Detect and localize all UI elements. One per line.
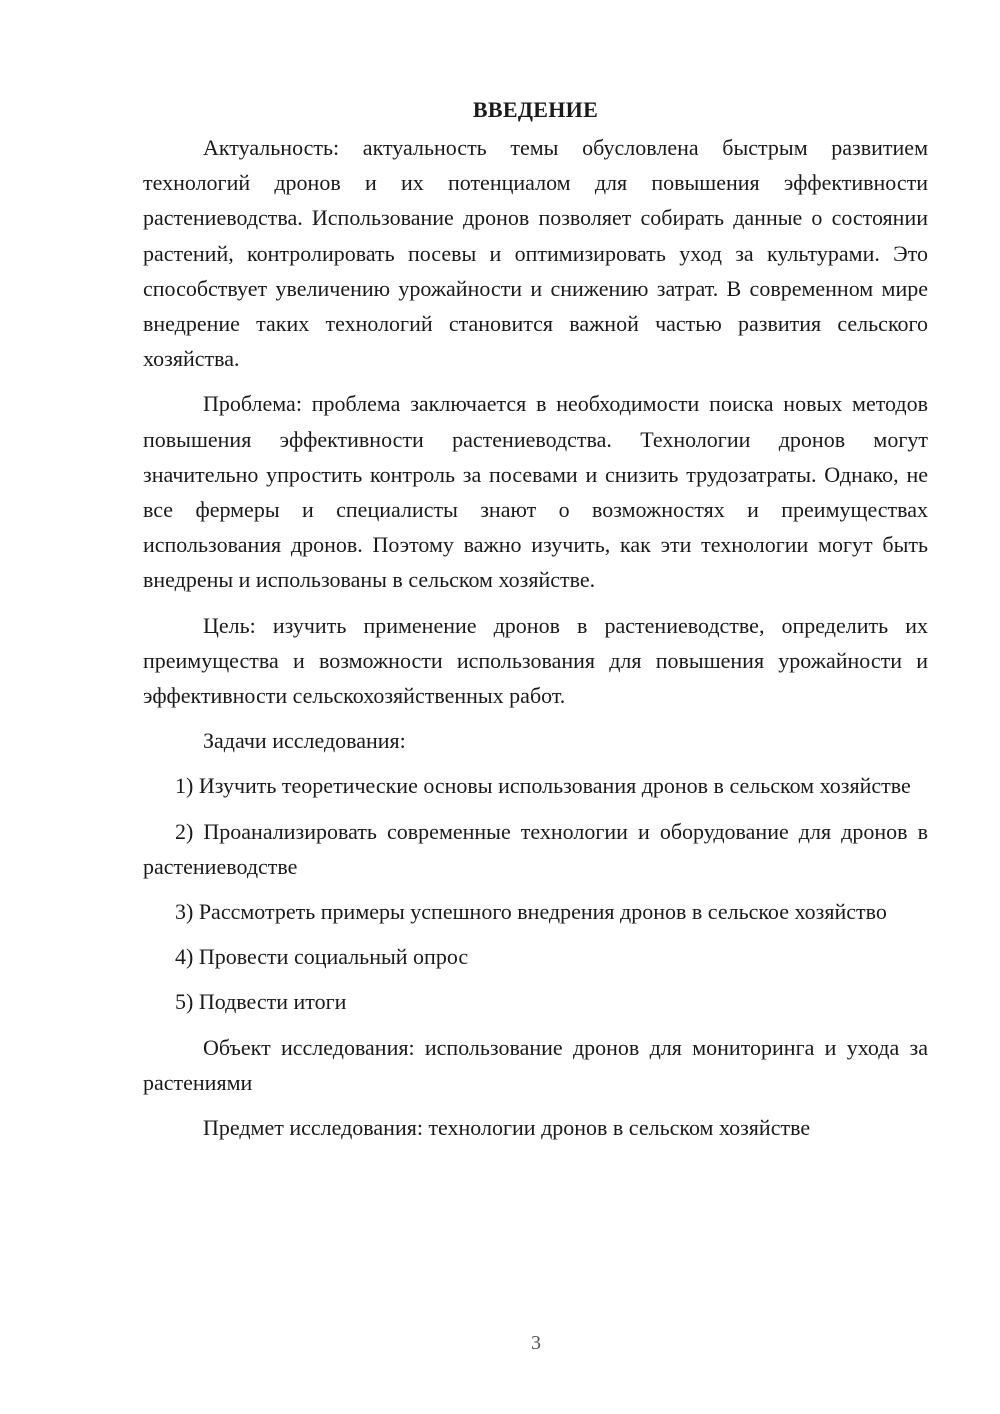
- task-item-4: 4) Провести социальный опрос: [175, 944, 469, 970]
- document-page: [143, 92, 928, 1155]
- page-number: 3: [531, 1332, 541, 1354]
- task-item-5: 5) Подвести итоги: [175, 989, 347, 1015]
- paragraph-relevance: Актуальность: актуальность темы обусловлена быстрым развитием технологий дронов и их потенциалом для повышения эффективности растениеводства. Использование дронов позволяет собирать данные о состоянии растений, контролировать посевы и оптимизировать уход за культурами. Это способствует увеличению урожайности и снижению затрат. В современном мире внедрение таких технологий становится важной частью развития сельского хозяйства.: [143, 135, 928, 372]
- task-item-3: 3) Рассмотреть примеры успешного внедрения дронов в сельское хозяйство: [175, 899, 887, 925]
- paragraph-object: Объект исследования: использование дронов для мониторинга и ухода за растениями: [143, 1034, 928, 1095]
- paragraph-goal: Цель: изучить применение дронов в растениеводстве, определить их преимущества и возможности использования для повышения урожайности и эффективности сельскохозяйственных работ.: [143, 612, 928, 709]
- tasks-heading: Задачи исследования:: [203, 728, 406, 754]
- task-item-1: 1) Изучить теоретические основы использования дронов в сельском хозяйстве: [175, 773, 911, 799]
- paragraph-problem: Проблема: проблема заключается в необходимости поиска новых методов повышения эффективности растениеводства. Технологии дронов могут значительно упростить контроль за посевами и снизить трудозатраты. Однако, не все фермеры и специалисты знают о возможностях и преимуществах использования дронов. Поэтому важно изучить, как эти технологии могут быть внедрены и использованы в сельском хозяйстве.: [143, 391, 928, 593]
- task-item-2: 2) Проанализировать современные технологии и оборудование для дронов в растениеводстве: [143, 818, 928, 879]
- paragraph-subject: Предмет исследования: технологии дронов в сельском хозяйстве: [203, 1115, 811, 1141]
- page-title: ВВЕДЕНИЕ: [472, 97, 599, 122]
